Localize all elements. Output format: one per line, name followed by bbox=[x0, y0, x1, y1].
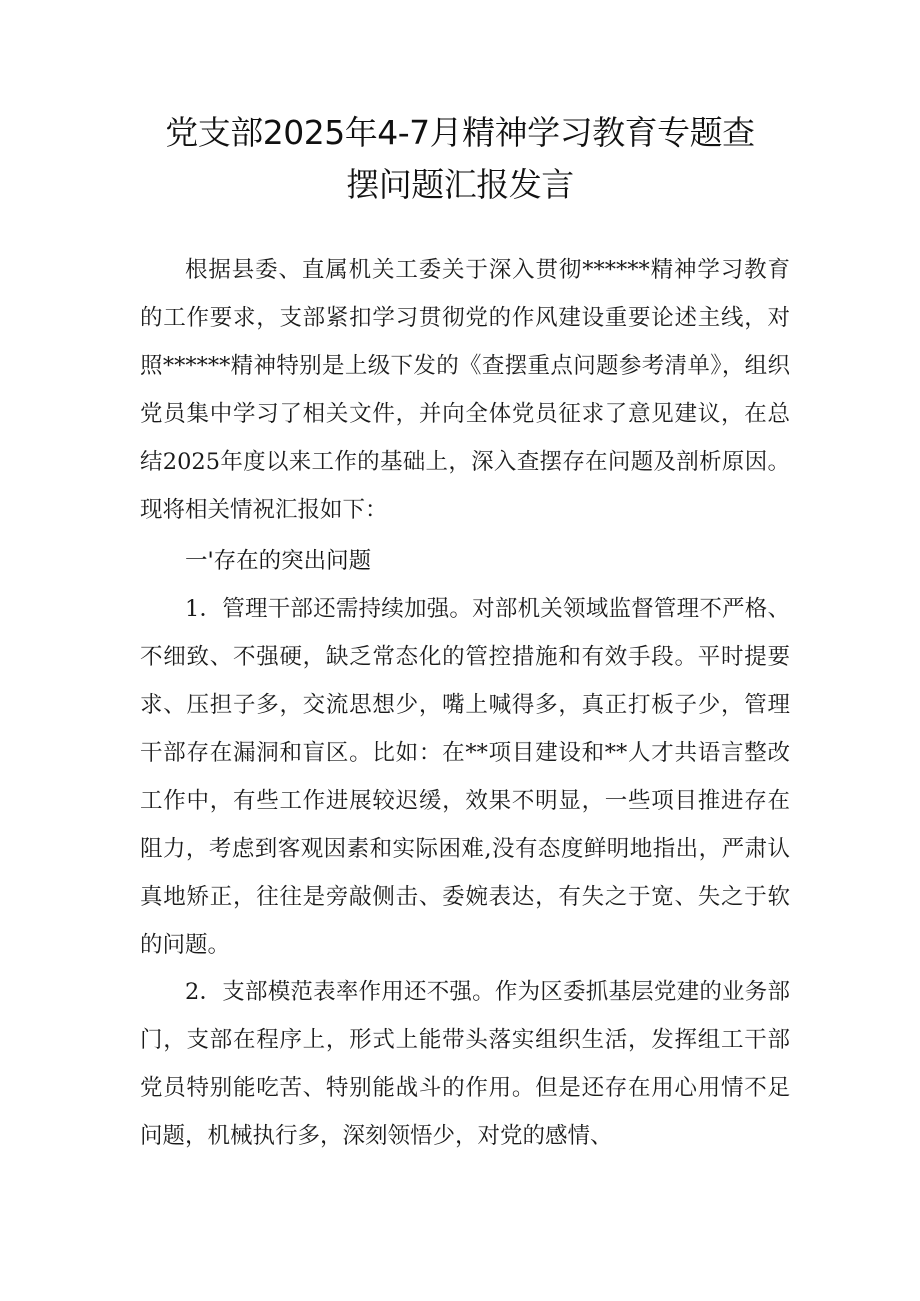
document-title-line-2: 摆问题汇报发言 bbox=[346, 165, 574, 204]
document-title-line-1: 党支部2025年4-7月精神学习教育专题查 bbox=[165, 113, 755, 152]
item-1-paragraph: 1．管理干部还需持续加强。对部机关领域监督管理不严格、不细致、不强硬，缺乏常态化的管控措施和有效手段。平时提要求、压担子多，交流思想少，嘴上喊得多，真正打板子少，管理干部存在漏洞和盲区。比如：在**项目建设和**人才共语言整改工作中，有些工作进展较迟缓，效果不明显，一些项目推进存在阻力，考虑到客观因素和实际困难,没有态度鲜明地指出，严肃认真地矫正，往往是旁敲侧击、委婉表达，有失之于宽、失之于软的问题。 bbox=[140, 596, 790, 958]
intro-paragraph: 根据县委、直属机关工委关于深入贯彻******精神学习教育的工作要求，支部紧扣学习贯彻党的作风建设重要论述主线，对照******精神特别是上级下发的《查摆重点问题参考清单》，组织党员集中学习了相关文件，并向全体党员征求了意见建议，在总结2025年度以来工作的基础上，深入查摆存在问题及剖析原因。现将相关情祝汇报如下： bbox=[140, 257, 790, 523]
item-2-paragraph: 2．支部模范表率作用还不强。作为区委抓基层党建的业务部门，支部在程序上，形式上能带头落实组织生活，发挥组工干部党员特别能吃苦、特别能战斗的作用。但是还存在用心用情不足问题，机械执行多，深刻领悟少，对党的感情、 bbox=[140, 979, 790, 1149]
item-1-block bbox=[140, 585, 790, 969]
intro-paragraph-block bbox=[140, 246, 790, 534]
item-2-block bbox=[140, 968, 790, 1160]
section-heading: 一'存在的突出问题 bbox=[185, 548, 372, 574]
